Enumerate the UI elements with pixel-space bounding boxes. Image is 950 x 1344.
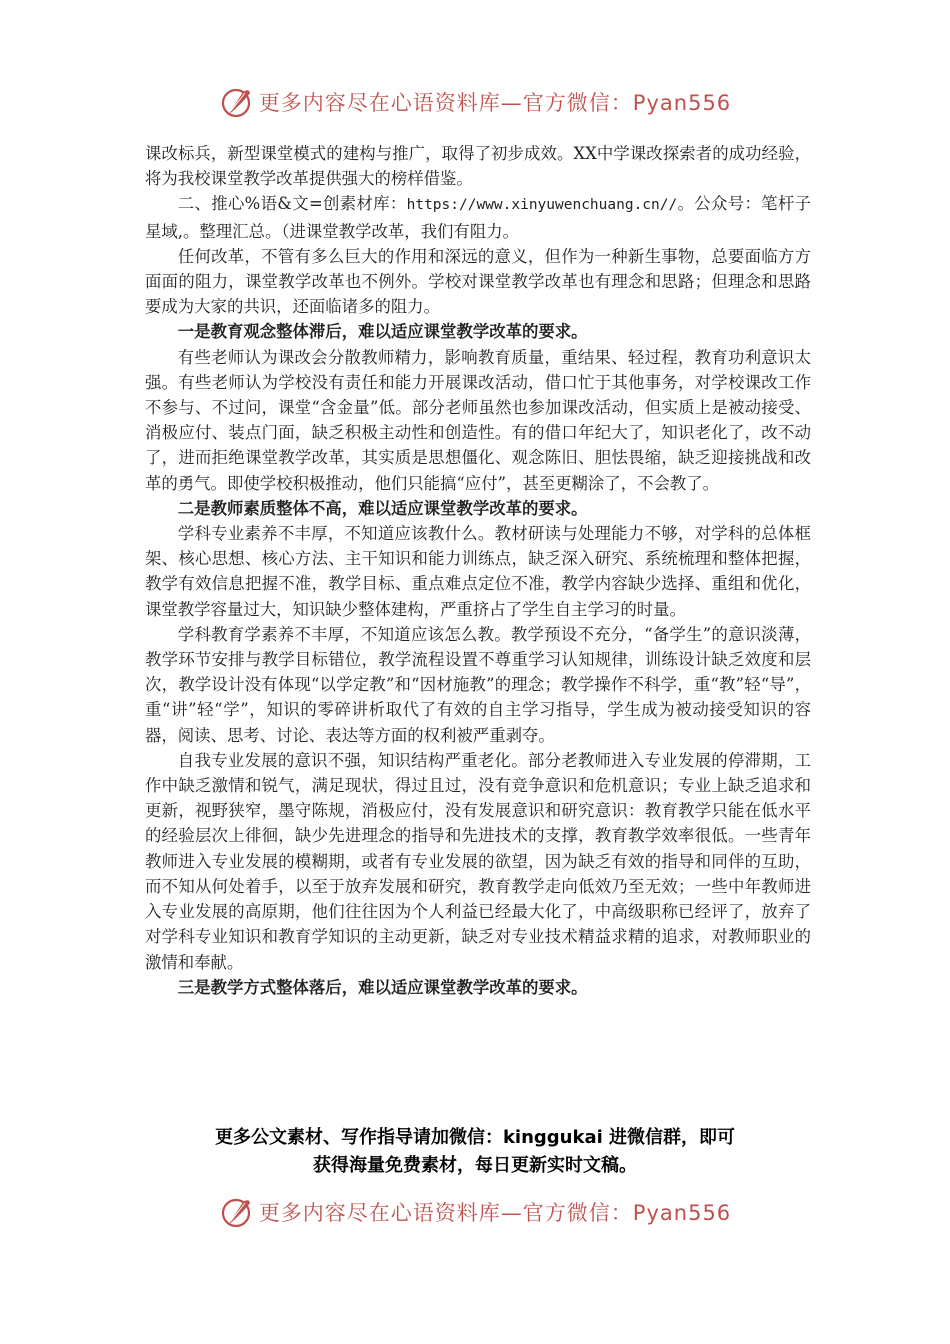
section-heading: 一是教育观念整体滞后，难以适应课堂教学改革的要求。 — [177, 322, 588, 342]
paragraph: 学科教育学素养不丰厚，不知道应该怎么教。教学预设不充分，“备学生”的意识淡薄，教学环节安排与教学目标错位，教学流程设置不尊重学习认知规律，训练设计缺乏效度和层次，教学设计没有体现“以学定教”和“因材施教”的理念；教学操作不科学，重“教”轻“导”，重“讲”轻“学”，知识的零碎讲析取代了有效的自主学习指导，学生成为被动接受知识的容器，阅读、思考、讨论、表达等方面的权利被严重剥夺。 — [145, 624, 811, 745]
section-heading: 三是教学方式整体落后，难以适应课堂教学改革的要求。 — [177, 977, 588, 997]
promo-line-2: 获得海量免费素材，每日更新实时文稿。 — [313, 1155, 637, 1176]
promo-notice — [140, 1124, 810, 1180]
paragraph: 有些老师认为课改会分散教师精力，影响教育质量，重结果、轻过程，教育功利意识太强。有些老师认为学校没有责任和能力开展课改活动，借口忙于其他事务，对学校课改工作不参与、不过问，课堂“含金量”低。部分老师虽然也参加课改活动，但实质上是被动接受、消极应付、装点门面，缺乏积极主动性和创造性。有的借口年纪大了，知识老化了，改不动了，进而拒绝课堂教学改革，其实质是思想僵化、观念陈旧、胆怯畏缩，缺乏迎接挑战和改革的勇气。即使学校积极推动，他们只能搞“应付”，甚至更糊涂了，不会教了。 — [145, 347, 811, 493]
quill-logo-icon — [219, 84, 255, 120]
document-body — [145, 141, 811, 1000]
paragraph — [145, 191, 811, 243]
section-heading: 二是教师素质整体不高，难以适应课堂教学改革的要求。 — [177, 498, 588, 518]
header-banner-text: 更多内容尽在心语资料库—官方微信：Pyan556 — [258, 91, 732, 115]
quill-logo-icon — [219, 1194, 255, 1230]
paragraph: 课改标兵，新型课堂模式的建构与推广，取得了初步成效。XX中学课改探索者的成功经验，将为我校课堂教学改革提供强大的榜样借鉴。 — [145, 144, 811, 189]
header-banner — [0, 82, 950, 122]
footer-banner — [0, 1192, 950, 1232]
paragraph: 学科专业素养不丰厚，不知道应该教什么。教材研读与处理能力不够，对学科的总体框架、核心思想、核心方法、主干知识和能力训练点，缺乏深入研究、系统梳理和整体把握，教学有效信息把握不准，教学目标、重点难点定位不准，教学内容缺少选择、重组和优化，课堂教学容量过大，知识缺少整体建构，严重挤占了学生自主学习的时量。 — [145, 524, 811, 619]
footer-banner-text: 更多内容尽在心语资料库—官方微信：Pyan556 — [258, 1201, 732, 1225]
paragraph-prefix: 二、推心%语&文=创素材库： — [177, 194, 407, 214]
paragraph: 自我专业发展的意识不强，知识结构严重老化。部分老教师进入专业发展的停滞期，工作中缺乏激情和锐气，满足现状，得过且过，没有竞争意识和危机意识；专业上缺乏追求和更新，视野狭窄，墨守陈规，消极应付，没有发展意识和研究意识：教育教学只能在低水平的经验层次上徘徊，缺少先进理念的指导和先进技术的支撑，教育教学效率很低。一些青年教师进入专业发展的模糊期，或者有专业发展的欲望，因为缺乏有效的指导和同伴的互助，而不知从何处着手，以至于放弃发展和研究，教育教学走向低效乃至无效；一些中年教师进入专业发展的高原期，他们往往因为个人利益已经最大化了，中高级职称已经评了，放弃了对学科专业知识和教育学知识的主动更新，缺乏对专业技术精益求精的追求，对教师职业的激情和奉献。 — [145, 750, 811, 972]
paragraph: 任何改革，不管有多么巨大的作用和深远的意义，但作为一种新生事物，总要面临方方面面的阻力，课堂教学改革也不例外。学校对课堂教学改革也有理念和思路；但理念和思路要成为大家的共识，还面临诸多的阻力。 — [145, 246, 811, 317]
promo-line-1: 更多公文素材、写作指导请加微信：kinggukai 进微信群，即可 — [214, 1127, 736, 1148]
paragraph-suffix: 。公众号：笔杆子星域,。整理汇总。（进课堂教学改革，我们有阻力。 — [145, 194, 811, 241]
source-url: https://www.xinyuwenchuang.cn// — [406, 197, 678, 214]
